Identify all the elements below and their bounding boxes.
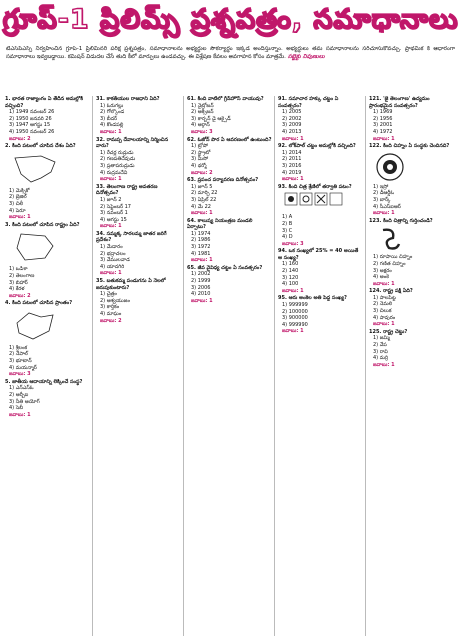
question-answer: జవాబు: 1	[282, 135, 304, 142]
question-answer: జవాబు: 1	[100, 176, 122, 183]
question-option: 2) 1950 జనవరి 26	[9, 115, 52, 122]
question-options	[278, 150, 363, 176]
question-option: 3) చిలీ	[9, 200, 24, 207]
question-option: 4) సెబీ	[9, 405, 24, 412]
question-option: 2) 1956	[373, 115, 393, 122]
column-1	[5, 96, 93, 636]
question-option: 3) బీదర్	[100, 115, 118, 122]
question-option: 4) 2019	[282, 169, 302, 176]
question-option: 2) 2002	[282, 115, 302, 122]
question-text: 62. ఓజోన్ పొర ఏ ఆవరణంలో ఉంటుంది?	[187, 136, 272, 143]
question-option: 4) 100	[282, 281, 299, 288]
question-item	[96, 278, 181, 324]
question-answer: జవాబు: 1	[373, 135, 395, 142]
question-answer: జవాబు: 1	[100, 128, 122, 135]
question-text: 92. లోక్‌పాల్ చట్టం అమల్లోకి వచ్చింది?	[278, 143, 356, 150]
question-text: 125. రాష్ట్ర చెట్టు?	[369, 328, 408, 335]
question-options	[278, 302, 363, 328]
question-option: 1) 2005	[282, 109, 302, 116]
question-option: 4) 1950 నవంబర్ 26	[9, 128, 55, 135]
question-item	[278, 248, 363, 294]
question-item	[96, 137, 181, 183]
question-text: 94. ఒక సంఖ్యలో 25% = 40 అయితే ఆ సంఖ్య?	[278, 248, 359, 261]
pattern-figure	[284, 192, 363, 212]
question-item	[187, 96, 272, 136]
question-option: 1) చైత్రం	[100, 291, 117, 298]
question-option: 3) బిహార్	[9, 279, 28, 286]
question-options	[5, 385, 90, 411]
question-option: 1) పాలపిట్ట	[373, 294, 396, 301]
question-option: 1) ఒడిశా	[9, 266, 28, 273]
question-answer: జవాబు: 3	[282, 240, 304, 247]
question-option: 3) మీసో	[191, 156, 209, 163]
question-text: 122. కింది చిహ్నం ఏ సంస్థకు చెందినది?	[369, 143, 450, 150]
question-text: 3. కింది పటంలో చూపిన రాష్ట్రం ఏది?	[5, 221, 80, 228]
question-option: 4) థర్మో	[191, 162, 207, 169]
question-text: 34. సమ్మక్క సారలమ్మ జాతర జరిగే ప్రదేశం?	[96, 230, 167, 244]
map-figure	[11, 152, 90, 186]
question-text: 124. రాష్ట్ర పక్షి ఏది?	[369, 288, 413, 295]
question-option: 1) మేడారం	[100, 244, 123, 251]
question-option: 3) భూటాన్	[9, 358, 32, 365]
question-options	[96, 291, 181, 317]
question-option: 1) రూపాయి చిహ్నం	[373, 254, 413, 261]
question-option: 4) 1972	[373, 128, 393, 135]
question-option: 4) D	[282, 234, 293, 241]
question-option: 4) కొండపల్లి	[100, 122, 124, 129]
question-option: 2) స్ట్రాటో	[191, 149, 211, 156]
question-item	[369, 288, 454, 328]
question-option: 4) 1981	[191, 250, 211, 257]
intro-signature: సబ్జెక్టు నిపుణులు	[287, 53, 325, 60]
question-options	[5, 109, 90, 135]
question-option: 4) 999990	[282, 321, 308, 328]
question-item	[278, 96, 363, 142]
question-option: 3) 1972	[191, 244, 211, 251]
question-option: 2) గోల్కొండ	[100, 109, 125, 116]
question-option: 3) 1947 ఆగస్టు 15	[9, 122, 51, 129]
question-option: 3) కార్బన్ డై ఆక్సైడ్	[191, 115, 231, 122]
question-text: 32. రామప్ప దేవాలయాన్ని నిర్మించిన వారు?	[96, 136, 169, 150]
question-answer: జవాబు: 2	[100, 317, 122, 324]
question-item	[187, 218, 272, 264]
question-item	[278, 184, 363, 248]
question-options	[369, 109, 454, 135]
question-option: 4) మయన్మార్	[9, 364, 37, 371]
question-item	[96, 96, 181, 136]
question-option: 1) ట్రోపో	[191, 143, 209, 150]
question-option: 4) మాఘం	[100, 311, 122, 317]
question-option: 1) రేచర్ల రుద్రుడు	[100, 149, 134, 156]
question-option: 4) మే 22	[191, 203, 211, 210]
question-text: 4. కింది పటంలో చూపిన ప్రాంతం?	[5, 300, 73, 307]
question-item	[369, 218, 454, 288]
question-option: 2) 1986	[191, 237, 211, 244]
question-option: 3) 2016	[282, 162, 302, 169]
question-options	[187, 231, 272, 257]
question-text: 65. జీవ వైవిధ్య చట్టం ఏ సంవత్సరం?	[187, 264, 263, 271]
question-item	[5, 143, 90, 221]
question-options	[96, 197, 181, 223]
question-option: 4) ఆర్గాన్	[191, 122, 210, 129]
question-option: 4) కేరళ	[9, 286, 25, 293]
question-answer: జవాబు: 1	[191, 210, 213, 217]
question-option: 1) 2002	[191, 271, 211, 278]
question-options	[369, 295, 454, 321]
question-option: 3) నీతి ఆయోగ్	[9, 398, 40, 405]
question-item	[369, 329, 454, 369]
intro-text: టీఎస్‌పీఎస్సీ నిర్వహించిన గ్రూప్-1 ప్రిలిమినరీ పరీక్ష ప్రశ్నపత్రం, సమాధానాలను అభ్యర్థుల సౌకర్యార్థం ఇక్కడ అందిస్తున్నాం. అభ్యర్థులు తమ సమాధానాలను సరిచూసుకోవచ్చు. ప్రాథమిక కీ ఆధారంగా సమాధానాలు ఇవ్వబడ్డాయి. కమిషన్ విడుదల చేసే తుది కీలో మార్పులు ఉండవచ్చు. ఈ విశ్లేషణ కేవలం అవగాహన కోసం మాత్రమే.	[6, 46, 455, 60]
question-text: 31. కాకతీయుల రాజధాని ఏది?	[96, 96, 160, 102]
question-option: 2) B	[282, 220, 293, 227]
question-options	[5, 345, 90, 371]
question-options	[369, 335, 454, 361]
question-answer: జవాబు: 1	[191, 297, 213, 304]
question-option: 2) గణిత చిహ్నం	[373, 260, 406, 267]
question-options	[187, 184, 272, 210]
question-option: 2) 1999	[191, 278, 211, 285]
question-option: 2) ఆశ్వయుజం	[100, 297, 130, 304]
question-option: 3) చిలుక	[373, 308, 392, 315]
question-options	[5, 266, 90, 292]
question-option: 3) నవంబర్ 1	[100, 210, 128, 217]
question-options	[369, 254, 454, 280]
question-options	[96, 244, 181, 270]
question-item	[5, 379, 90, 419]
question-text: 93. కింది చిత్ర శ్రేణిలో తర్వాతి పటం?	[278, 183, 352, 190]
question-text: 61. కింది వాటిలో గ్రీన్‌హౌస్ వాయువు?	[187, 96, 264, 102]
question-option: 1) ఓరుగల్లు	[100, 102, 124, 109]
question-item	[278, 295, 363, 335]
question-answer: జవాబు: 1	[9, 214, 31, 221]
question-text: 1. భారత రాజ్యాంగం ఏ తేదీన అమల్లోకి వచ్చింది?	[5, 96, 83, 109]
question-options	[187, 103, 272, 129]
question-option: 3) ప్రతాపరుద్రుడు	[100, 162, 135, 169]
question-option: 1) జూన్ 5	[191, 183, 213, 190]
question-answer: జవాబు: 1	[191, 257, 213, 264]
question-option: 4) 2010	[191, 291, 211, 298]
question-option: 1) నైట్రోజన్	[191, 102, 214, 109]
question-item	[5, 96, 90, 142]
question-option: 3) వేములవాడ	[100, 257, 130, 264]
question-answer: జవాబు: 1	[9, 411, 31, 418]
question-answer: జవాబు: 3	[191, 128, 213, 135]
question-option: 1) జూన్ 2	[100, 196, 122, 203]
question-answer: జవాబు: 2	[9, 135, 31, 142]
question-option: 1) 1949 నవంబర్ 26	[9, 109, 55, 116]
question-option: 2) నెమలి	[373, 301, 393, 308]
question-option: 1) ఇస్రో	[373, 183, 389, 190]
question-option: 1) 2014	[282, 149, 302, 156]
question-option: 3) కార్తికం	[100, 304, 120, 311]
question-text: 35. బతుకమ్మ పండుగను ఏ నెలలో జరుపుకుంటారు?	[96, 278, 166, 291]
intro-paragraph	[6, 46, 455, 94]
column-5	[369, 96, 456, 636]
question-option: 4) రుద్రమదేవి	[100, 169, 128, 176]
question-option: 4) యాదగిరి	[100, 263, 125, 270]
question-option: 3) 2009	[282, 122, 302, 129]
question-text: 95. ఆరు అంకెల అతి పెద్ద సంఖ్య?	[278, 295, 347, 302]
column-2	[96, 96, 184, 636]
question-options	[96, 103, 181, 129]
question-item	[96, 231, 181, 277]
question-option: 3) 120	[282, 274, 299, 281]
question-answer: జవాబు: 1	[100, 270, 122, 277]
question-text: 63. ప్రపంచ పర్యావరణ దినోత్సవం?	[187, 177, 259, 184]
question-answer: జవాబు: 1	[282, 328, 304, 335]
question-option: 4) ఆగస్టు 15	[100, 216, 127, 223]
question-item	[187, 137, 272, 177]
question-item	[187, 177, 272, 217]
question-option: 3) అక్షరం	[373, 267, 392, 274]
question-answer: జవాబు: 1	[373, 210, 395, 217]
question-option: 4) సీఎస్ఐఆర్	[373, 203, 401, 210]
question-options	[96, 150, 181, 176]
question-item	[369, 143, 454, 217]
question-option: 3) 2001	[373, 122, 393, 129]
question-option: 2) సెప్టెంబర్ 17	[100, 203, 131, 210]
question-option: 1) 160	[282, 261, 299, 268]
question-option: 2) ఆర్బీఐ	[9, 392, 29, 399]
question-text: 121. 'జై తెలంగాణ' ఉద్యమం ప్రారంభమైన సంవత్సరం?	[369, 96, 430, 109]
question-answer: జవాబు: 1	[373, 280, 395, 287]
question-option: 2) గణపతిదేవుడు	[100, 156, 136, 163]
question-text: 123. కింది చిత్రాన్ని గుర్తించండి?	[369, 217, 433, 224]
question-option: 1) జమ్మి	[373, 335, 390, 342]
question-option: 2) ఆక్సిజన్	[191, 109, 214, 116]
question-options	[278, 261, 363, 287]
question-option: 2) నేపాల్	[9, 351, 28, 358]
question-options	[278, 214, 363, 240]
question-option: 1) 1969	[373, 109, 393, 116]
question-options	[187, 143, 272, 169]
question-option: 1) 999999	[282, 302, 308, 309]
question-option: 2) 100000	[282, 308, 308, 315]
question-options	[278, 109, 363, 135]
symbol-figure	[375, 226, 454, 252]
page-title-text: గ్రూప్-1 ప్రిలిమ్స్ ప్రశ్నపత్రం, సమాధానాలు	[2, 4, 459, 35]
question-option: 2) బ్రెజిల్	[9, 194, 27, 201]
question-answer: జవాబు: 1	[100, 223, 122, 230]
question-option: 2) భద్రాచలం	[100, 250, 126, 257]
question-item	[96, 184, 181, 230]
question-text: 5. జాతీయ ఆదాయాన్ని లెక్కించే సంస్థ?	[5, 378, 83, 385]
question-answer: జవాబు: 1	[373, 321, 395, 328]
question-option: 1) 1974	[191, 230, 211, 237]
question-options	[369, 184, 454, 210]
question-option: 3) 900000	[282, 315, 308, 322]
question-options	[187, 271, 272, 297]
question-option: 4) పావురం	[373, 314, 396, 321]
question-option: 1) ఎన్ఎస్ఓ	[9, 385, 34, 392]
question-option: 4) పెరూ	[9, 207, 26, 214]
question-text: 91. సమాచార హక్కు చట్టం ఏ సంవత్సరం?	[278, 96, 339, 109]
question-option: 2) 140	[282, 268, 299, 275]
question-answer: జవాబు: 1	[282, 176, 304, 183]
question-option: 2) 2011	[282, 156, 302, 163]
question-item	[5, 300, 90, 378]
question-answer: జవాబు: 2	[9, 292, 31, 299]
question-text: 2. కింది పటంలో చూపిన దేశం ఏది?	[5, 143, 76, 150]
question-text: 33. తెలంగాణ రాష్ట్ర అవతరణ దినోత్సవం?	[96, 183, 158, 197]
question-item	[369, 96, 454, 142]
page-title	[0, 0, 461, 46]
question-item	[5, 222, 90, 300]
question-option: 3) C	[282, 227, 293, 234]
question-item	[187, 265, 272, 305]
question-option: 1) A	[282, 214, 293, 221]
map-figure	[11, 309, 90, 343]
question-option: 4) మర్రి	[373, 355, 388, 362]
column-4	[278, 96, 366, 636]
question-option: 2) మార్చి 22	[191, 190, 218, 197]
question-option: 3) బార్క్	[373, 196, 391, 203]
question-columns	[5, 96, 456, 636]
question-option: 3) ఏప్రిల్ 22	[191, 196, 217, 203]
question-option: 1) శ్రీలంక	[9, 344, 28, 351]
question-option: 3) 2006	[191, 284, 211, 291]
question-option: 2) డీఆర్డీఓ	[373, 190, 395, 197]
question-option: 2) తెలంగాణ	[9, 272, 35, 279]
question-option: 4) 2013	[282, 128, 302, 135]
question-option: 3) రావి	[373, 348, 388, 355]
question-answer: జవాబు: 3	[9, 371, 31, 378]
question-text: 64. కాలుష్య నియంత్రణ మండలి ఏర్పాటు?	[187, 217, 253, 231]
question-answer: జవాబు: 2	[191, 169, 213, 176]
question-item	[278, 143, 363, 183]
question-answer: జవాబు: 1	[282, 287, 304, 294]
column-3	[187, 96, 275, 636]
question-option: 1) మెక్సికో	[9, 187, 30, 194]
question-answer: జవాబు: 1	[373, 361, 395, 368]
map-figure	[11, 230, 90, 264]
question-option: 4) అంకె	[373, 274, 389, 281]
emblem-figure	[375, 152, 454, 182]
question-options	[5, 188, 90, 214]
question-option: 2) వేప	[373, 342, 387, 349]
